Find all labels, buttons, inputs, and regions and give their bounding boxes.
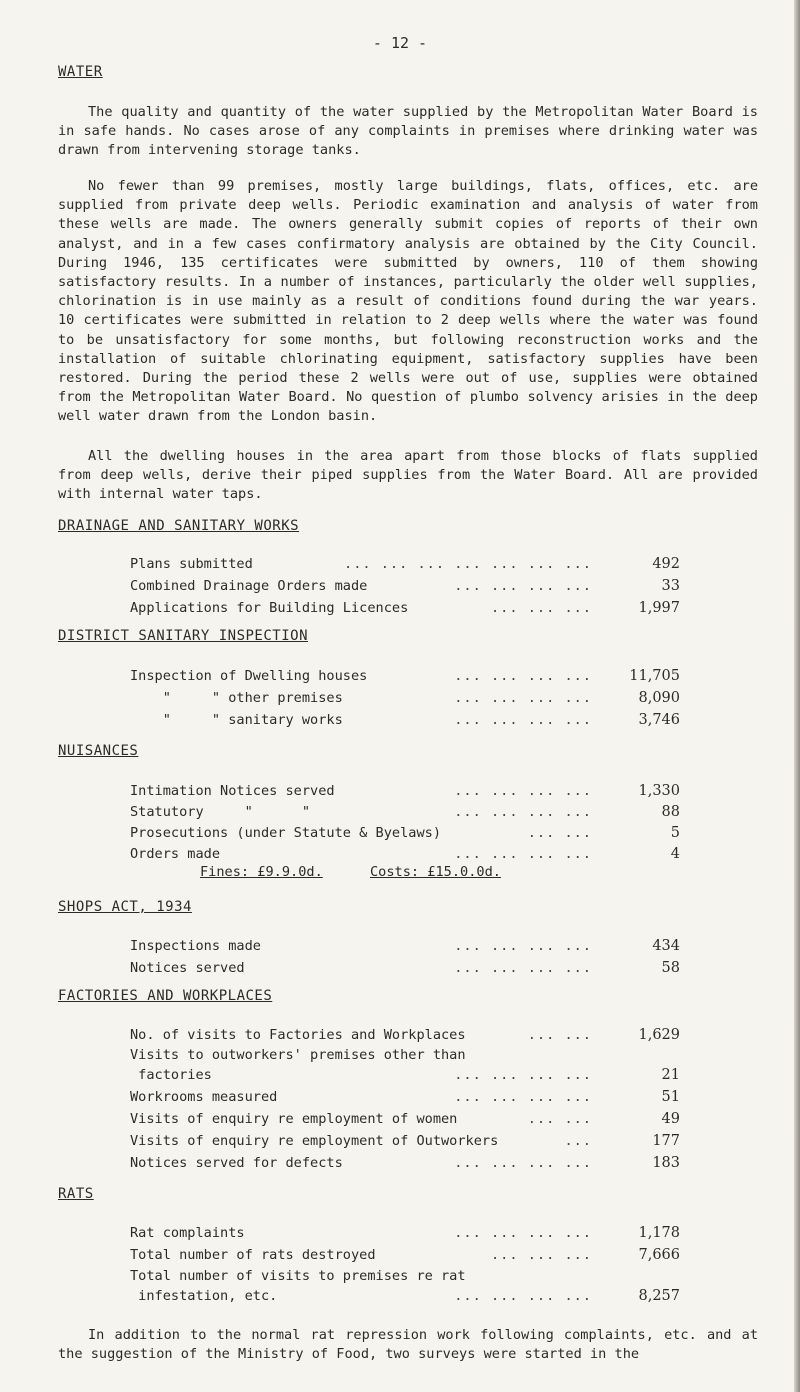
row-label: Visits of enquiry re employment of Outworkers <box>130 1133 499 1149</box>
row-value: 7,666 <box>638 1247 680 1263</box>
leader-dots: ... ... ... ... <box>454 1067 592 1083</box>
row-label: No. of visits to Factories and Workplaces <box>130 1027 466 1043</box>
leader-dots: ... <box>564 1133 592 1149</box>
nuisances-row <box>130 822 680 844</box>
row-value: 8,090 <box>638 690 680 706</box>
rats-heading: RATS <box>58 1186 94 1202</box>
row-label: Workrooms measured <box>130 1089 278 1105</box>
leader-dots: ... ... ... ... <box>454 690 592 706</box>
fines-amount: Fines: £9.9.0d. <box>200 864 323 880</box>
drainage-row <box>130 553 680 575</box>
leader-dots: ... ... <box>527 1111 592 1127</box>
factories-row <box>130 1130 680 1152</box>
row-label: Total number of visits to premises re rat <box>130 1268 466 1284</box>
row-label: Combined Drainage Orders made <box>130 578 368 594</box>
factories-row <box>130 1152 680 1174</box>
factories-row <box>130 1108 680 1130</box>
row-label: Notices served <box>130 960 245 976</box>
row-value: 21 <box>661 1067 680 1083</box>
leader-dots: ... ... ... ... <box>454 1155 592 1171</box>
drainage-row <box>130 597 680 619</box>
rats-row <box>130 1222 680 1244</box>
leader-dots: ... ... ... ... <box>454 846 592 862</box>
row-label: Intimation Notices served <box>130 783 335 799</box>
row-value: 1,629 <box>638 1027 680 1043</box>
row-value: 58 <box>661 960 680 976</box>
factories-row <box>130 1024 680 1046</box>
row-value: 1,330 <box>638 783 680 799</box>
row-label: infestation, etc. <box>130 1288 278 1304</box>
rats-row <box>130 1285 680 1307</box>
costs-amount: Costs: £15.0.0d. <box>370 864 501 880</box>
water-paragraph-3 <box>58 447 758 505</box>
district-row <box>130 687 680 709</box>
shops-row <box>130 935 680 957</box>
water-paragraph-2-text: No fewer than 99 premises, mostly large buildings, flats, offices, etc. are supplied from private deep wells. Periodic examination and analysis of water from these wells are made. The owners generally submit copies of reports of their own analyst, and in a few cases confirmatory analysis are obtained by the City Council. During 1946, 135 certificates were submitted by owners, 110 of them showing satisfactory results. In a number of instances, particularly the older well supplies, chlorination is in use mainly as a result of conditions found during the war years. 10 certificates were submitted in relation to 2 deep wells where the water was found to be unsatisfactory for some months, but following reconstruction works and the installation of suitable chlorinating equipment, satisfactory supplies have been restored. During the period these 2 wells were out of use, supplies were obtained from the Metropolitan Water Board. No question of plumbo solvency arisies in the deep well water drawn from the London basin. <box>58 178 758 425</box>
leader-dots: ... ... <box>527 825 592 841</box>
row-label: Visits to outworkers' premises other than <box>130 1047 466 1063</box>
row-value: 4 <box>670 846 680 862</box>
row-label: Plans submitted <box>130 556 253 572</box>
water-heading: WATER <box>58 64 103 80</box>
drainage-heading: DRAINAGE AND SANITARY WORKS <box>58 518 300 534</box>
factories-row <box>130 1064 680 1086</box>
nuisances-row <box>130 801 680 823</box>
water-paragraph-1 <box>58 103 758 161</box>
shops-heading: SHOPS ACT, 1934 <box>58 899 192 915</box>
row-value: 177 <box>652 1133 680 1149</box>
row-label: factories <box>130 1067 212 1083</box>
row-label: Applications for Building Licences <box>130 600 409 616</box>
rats-closing-paragraph <box>58 1326 758 1364</box>
row-label: Notices served for defects <box>130 1155 343 1171</box>
row-label: Orders made <box>130 846 221 862</box>
leader-dots: ... ... ... ... <box>454 938 592 954</box>
row-value: 49 <box>661 1111 680 1127</box>
leader-dots: ... ... ... <box>490 600 592 616</box>
page-edge-shadow <box>794 0 800 1392</box>
leader-dots: ... ... ... ... <box>454 1288 592 1304</box>
leader-dots: ... ... ... <box>490 1247 592 1263</box>
row-value: 11,705 <box>629 668 680 684</box>
leader-dots: ... ... ... ... <box>454 783 592 799</box>
leader-dots: ... ... ... ... <box>454 712 592 728</box>
district-row <box>130 665 680 687</box>
rats-row <box>130 1265 600 1287</box>
leader-dots: ... ... ... ... <box>454 804 592 820</box>
water-paragraph-2 <box>58 177 758 427</box>
nuisances-heading: NUISANCES <box>58 743 139 759</box>
row-label: Inspection of Dwelling houses <box>130 668 368 684</box>
factories-row <box>130 1086 680 1108</box>
row-label: " " other premises <box>130 690 343 706</box>
row-label: Rat complaints <box>130 1225 245 1241</box>
rats-row <box>130 1244 680 1266</box>
water-paragraph-3-text: All the dwelling houses in the area apart from those blocks of flats supplied from deep wells, derive their piped supplies from the Water Board. All are provided with internal water taps. <box>58 448 758 503</box>
page-number: - 12 - <box>372 34 428 52</box>
factories-heading: FACTORIES AND WORKPLACES <box>58 988 273 1004</box>
leader-dots: ... ... <box>527 1027 592 1043</box>
row-value: 492 <box>652 556 680 572</box>
row-label: Total number of rats destroyed <box>130 1247 376 1263</box>
row-value: 5 <box>670 825 680 841</box>
leader-dots: ... ... ... ... <box>454 578 592 594</box>
leader-dots: ... ... ... ... ... ... ... <box>344 556 592 572</box>
nuisances-row <box>130 843 680 865</box>
district-heading: DISTRICT SANITARY INSPECTION <box>58 628 309 644</box>
nuisances-row <box>130 780 680 802</box>
shops-row <box>130 957 680 979</box>
row-label: " " sanitary works <box>130 712 343 728</box>
row-label: Prosecutions (under Statute & Byelaws) <box>130 825 441 841</box>
district-row <box>130 709 680 731</box>
row-value: 88 <box>661 804 680 820</box>
row-label: Inspections made <box>130 938 261 954</box>
factories-row <box>130 1044 600 1066</box>
row-value: 1,178 <box>638 1225 680 1241</box>
leader-dots: ... ... ... ... <box>454 668 592 684</box>
leader-dots: ... ... ... ... <box>454 1225 592 1241</box>
row-value: 434 <box>652 938 680 954</box>
row-value: 51 <box>661 1089 680 1105</box>
row-label: Statutory " " <box>130 804 311 820</box>
row-value: 1,997 <box>638 600 680 616</box>
row-value: 183 <box>652 1155 680 1171</box>
rats-closing-text: In addition to the normal rat repression work following complaints, etc. and at the suggestion of the Ministry of Food, two surveys were started in the <box>58 1327 758 1363</box>
row-value: 3,746 <box>638 712 680 728</box>
leader-dots: ... ... ... ... <box>454 960 592 976</box>
row-value: 8,257 <box>638 1288 680 1304</box>
row-label: Visits of enquiry re employment of women <box>130 1111 458 1127</box>
water-paragraph-1-text: The quality and quantity of the water supplied by the Metropolitan Water Board is in safe hands. No cases arose of any complaints in premises where drinking water was drawn from intervening storage tanks. <box>58 104 758 159</box>
row-value: 33 <box>661 578 680 594</box>
drainage-row <box>130 575 680 597</box>
leader-dots: ... ... ... ... <box>454 1089 592 1105</box>
